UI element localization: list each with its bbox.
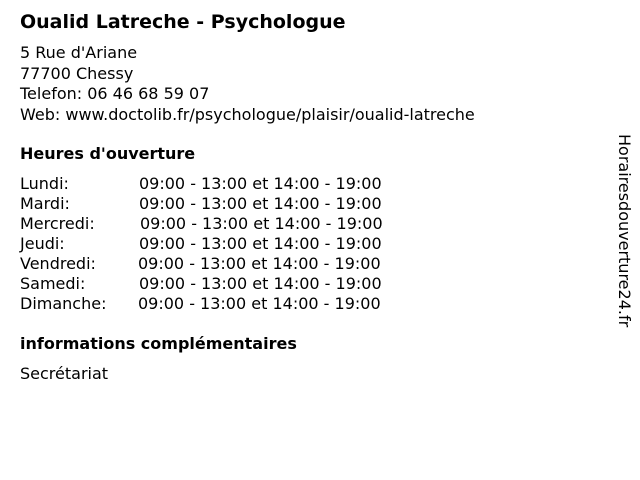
time-range: 09:00 - 13:00 et 14:00 - 19:00 xyxy=(139,234,382,253)
info-heading: informations complémentaires xyxy=(20,334,297,353)
address-block xyxy=(20,43,475,125)
day-label: Dimanche: xyxy=(20,294,107,313)
day-label: Mardi: xyxy=(20,194,70,213)
day-label: Mercredi: xyxy=(20,214,95,233)
brand-side-text: Horairesdouverture24.fr xyxy=(615,134,634,328)
hours-heading: Heures d'ouverture xyxy=(20,144,196,163)
address-street: 5 Rue d'Ariane xyxy=(20,43,138,62)
phone-line: Telefon: 06 46 68 59 07 xyxy=(20,84,210,103)
day-label: Vendredi: xyxy=(20,254,96,273)
address-city: 77700 Chessy xyxy=(20,63,134,83)
time-range: 09:00 - 13:00 et 14:00 - 19:00 xyxy=(139,174,382,193)
time-range: 09:00 - 13:00 et 14:00 - 19:00 xyxy=(138,254,381,273)
website-line: Web: www.doctolib.fr/psychologue/plaisir/oualid-latreche xyxy=(20,104,475,124)
time-range: 09:00 - 13:00 et 14:00 - 19:00 xyxy=(140,214,383,233)
time-range: 09:00 - 13:00 et 14:00 - 19:00 xyxy=(139,194,382,213)
day-label: Jeudi: xyxy=(20,234,65,253)
business-name: Oualid Latreche - Psychologue xyxy=(20,11,346,33)
time-range: 09:00 - 13:00 et 14:00 - 19:00 xyxy=(139,274,382,293)
time-range: 09:00 - 13:00 et 14:00 - 19:00 xyxy=(138,294,381,313)
day-label: Lundi: xyxy=(20,174,69,193)
info-text: Secrétariat xyxy=(20,364,109,383)
day-label: Samedi: xyxy=(20,274,86,293)
